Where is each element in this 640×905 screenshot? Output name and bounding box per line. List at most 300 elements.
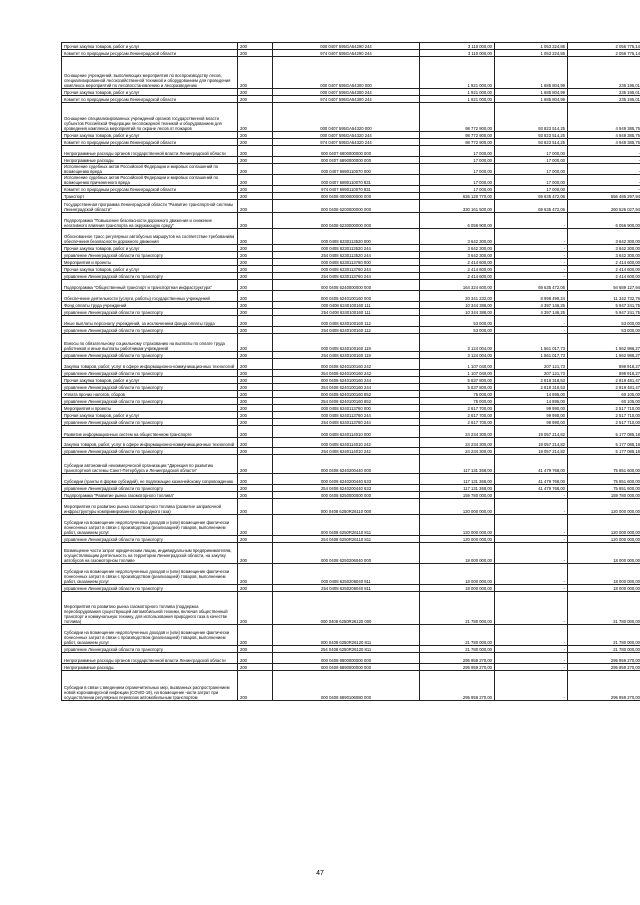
cell-executed: - [495,266,568,273]
cell-code: 200 [238,50,273,57]
cell-executed: 99 990,00 [495,405,568,412]
cell-executed: 14 895,00 [495,398,568,405]
table-row [62,89,640,96]
cell-kbk: 000 0407 6890110070 000 [273,164,420,175]
cell-kbk: 000 0408 6240200440 633 [273,474,420,485]
cell-remaining: 4 949 385,75 [568,139,640,146]
cell-name: управление Ленинградской области по транспорту [62,252,238,259]
cell-plan: 295 959 270,00 [420,653,495,664]
cell-name: Прочая закупка товаров, работ и услуг [62,266,238,273]
cell-code: 200 [238,229,273,245]
cell-kbk: 000 0408 6240100160 111 [273,302,420,309]
table-row [62,412,640,419]
cell-name: Мероприятия по развитию рынка газомоторного топлива (поддержка переоборудования существующей автомобильной техники, включая общественный транспорт и коммунальную технику, для использования природного газа в качестве топлива) [62,592,238,625]
table-row [62,245,640,252]
cell-kbk: 000 0408 6230000000 000 [273,213,420,229]
table-row [62,132,640,139]
cell-kbk: 254 0408 6250R26110 811 [273,536,420,543]
cell-executed: 17 000,00 [495,146,568,157]
cell-plan: 2 617 700,00 [420,419,495,426]
cell-code: 200 [238,412,273,419]
cell-executed: 1 685 804,99 [495,89,568,96]
cell-code: 200 [238,157,273,164]
cell-name: Прочая закупка товаров, работ и услуг [62,132,238,139]
cell-kbk: 000 0408 6240100160 852 [273,391,420,398]
cell-kbk: 000 0407 6890110070 831 [273,175,420,186]
table-row [62,57,640,89]
table-row [62,50,640,57]
table-row [62,543,640,564]
cell-name: Комитет по природным ресурсам Ленинградской области [62,186,238,193]
cell-code: 200 [238,309,273,316]
table-row [62,43,640,50]
cell-executed: - [495,252,568,259]
cell-code: 200 [238,352,273,359]
table-row [62,455,640,474]
cell-code: 200 [238,377,273,384]
cell-remaining: 75 651 600,00 [568,474,640,485]
cell-kbk: 254 0408 6240100160 852 [273,398,420,405]
cell-plan: 2 414 600,00 [420,273,495,280]
table-row [62,334,640,352]
cell-plan: 3 124 004,00 [420,334,495,352]
table-row [62,426,640,438]
cell-kbk: 254 0408 6240100160 242 [273,370,420,377]
cell-code: 200 [238,57,273,89]
cell-kbk: 000 0408 6240100160 242 [273,359,420,370]
cell-plan: 2 414 600,00 [420,259,495,266]
cell-executed: 1 685 804,99 [495,57,568,89]
cell-executed: 207 121,73 [495,370,568,377]
cell-code: 200 [238,499,273,515]
cell-executed: - [495,625,568,646]
cell-executed: 19 057 214,82 [495,426,568,438]
cell-name: управление Ленинградской области по транспорту [62,398,238,405]
cell-code: 200 [238,405,273,412]
cell-plan: 6 056 900,00 [420,213,495,229]
table-row [62,485,640,492]
cell-executed: - [495,273,568,280]
cell-plan: 1 107 040,00 [420,370,495,377]
cell-executed: 2 818 318,53 [495,377,568,384]
cell-code: 200 [238,200,273,213]
cell-executed: 41 479 768,00 [495,474,568,485]
table-row [62,625,640,646]
table-row [62,157,640,164]
cell-plan: 2 414 600,00 [420,266,495,273]
cell-kbk: 254 0408 6240100160 112 [273,327,420,334]
cell-kbk: 974 0407 595GA54300 244 [273,96,420,103]
cell-kbk: 000 0408 6250206040 811 [273,564,420,585]
cell-remaining: 60 105,00 [568,391,640,398]
cell-name: Непрограммные расходы органов государственной власти Ленинградской области [62,653,238,664]
cell-code: 200 [238,438,273,448]
cell-executed: 69 635 472,06 [495,200,568,213]
cell-remaining: 2 819 481,47 [568,377,640,384]
cell-remaining: 120 000 000,00 [568,515,640,536]
cell-kbk: 000 0408 6240100160 000 [273,291,420,302]
cell-remaining: 53 000,00 [568,316,640,327]
cell-plan: 120 000 000,00 [420,536,495,543]
cell-executed: 1 561 017,73 [495,352,568,359]
cell-plan: 1 921 000,00 [420,57,495,89]
cell-plan: 330 161 500,00 [420,200,495,213]
page-number: 47 [316,870,324,877]
cell-name: Развитие информационных систем на общественном транспорте [62,426,238,438]
cell-plan: 17 000,00 [420,146,495,157]
cell-remaining: 2 056 775,14 [568,50,640,57]
cell-name: Мероприятия и проекты [62,259,238,266]
cell-kbk: 000 0408 6800000000 000 [273,653,420,664]
cell-remaining: 159 780 000,00 [568,492,640,499]
cell-executed: 1 685 804,99 [495,96,568,103]
cell-code: 200 [238,370,273,377]
cell-code: 200 [238,646,273,653]
cell-executed: - [495,653,568,664]
cell-plan: 295 959 270,00 [420,671,495,701]
cell-name: Обоснованное трасс регулярных автобусных маршрутов на соответствие требованиям обеспечения безопасности дорожного движения [62,229,238,245]
cell-remaining: 3 642 300,00 [568,245,640,252]
table-row [62,327,640,334]
table-row [62,103,640,132]
cell-plan: 10 344 388,00 [420,302,495,309]
cell-remaining: 3 642 300,00 [568,252,640,259]
table-row [62,474,640,485]
cell-code: 200 [238,132,273,139]
cell-kbk: 000 0408 6230113760 000 [273,259,420,266]
cell-remaining: 5 177 085,18 [568,438,640,448]
cell-kbk: 000 0408 6230113520 000 [273,229,420,245]
cell-executed: - [495,515,568,536]
cell-name: Транспорт [62,193,238,200]
cell-executed: 93 823 514,25 [495,132,568,139]
cell-code: 200 [238,474,273,485]
cell-executed: 93 823 514,25 [495,139,568,146]
cell-name: Оснащение специализированных учреждений органов государственной власти субъектов Российской Федерации лесопожарной техникой и оборудованием для проведения комплекса мероприятий по охране лесов от пожаров [62,103,238,132]
cell-code: 200 [238,43,273,50]
table-row [62,316,640,327]
cell-kbk: 000 0408 0000000000 000 [273,193,420,200]
cell-kbk: 000 0408 6250R26110 811 [273,515,420,536]
cell-name: Государственная программа Ленинградской области "Развитие транспортной системы Ленинградской области" [62,200,238,213]
table-row [62,398,640,405]
cell-name: управление Ленинградской области по транспорту [62,585,238,592]
table-row [62,592,640,625]
cell-remaining: 21 780 000,00 [568,625,640,646]
cell-name: Закупка товаров, работ, услуг в сфере информационно-коммуникационных технологий [62,438,238,448]
cell-plan: 98 772 900,00 [420,139,495,146]
cell-plan: 117 131 368,00 [420,485,495,492]
cell-executed: - [495,564,568,585]
cell-plan: 21 780 000,00 [420,592,495,625]
cell-code: 200 [238,103,273,132]
cell-code: 200 [238,515,273,536]
cell-remaining: - [568,157,640,164]
cell-code: 200 [238,273,273,280]
cell-name: Комитет по природным ресурсам Ленинградской области [62,139,238,146]
table-row [62,438,640,448]
cell-remaining: 120 000 000,00 [568,499,640,515]
table-row [62,200,640,213]
table-row [62,671,640,701]
cell-remaining: 2 517 710,00 [568,412,640,419]
cell-executed: 19 057 214,82 [495,448,568,455]
table-row [62,96,640,103]
cell-code: 200 [238,543,273,564]
cell-plan: 18 000 000,00 [420,585,495,592]
cell-executed: 17 000,00 [495,157,568,164]
cell-remaining: 75 651 600,00 [568,485,640,492]
cell-kbk: 000 0408 6230113760 244 [273,266,420,273]
cell-remaining: 2 414 600,00 [568,259,640,266]
cell-remaining: 295 959 270,00 [568,671,640,701]
table-row [62,273,640,280]
cell-plan: 3 110 000,00 [420,43,495,50]
cell-code: 200 [238,139,273,146]
cell-executed: 69 635 472,06 [495,280,568,291]
table-row [62,266,640,273]
cell-kbk: 000 0408 6250R26120 000 [273,592,420,625]
cell-code: 200 [238,193,273,200]
cell-plan: 24 234 300,00 [420,448,495,455]
cell-code: 200 [238,280,273,291]
budget-execution-table [61,42,640,701]
table-row [62,146,640,157]
cell-name: Взносы по обязательному социальному страхованию на выплаты по оплате труда работников и иные выплаты работникам учреждений [62,334,238,352]
cell-kbk: 000 0407 6890000000 000 [273,157,420,164]
cell-name: управление Ленинградской области по транспорту [62,536,238,543]
cell-remaining: 899 918,27 [568,370,640,377]
cell-kbk: 254 0408 6240100160 111 [273,309,420,316]
cell-name: Непрограммные расходы [62,157,238,164]
cell-name: Комитет по природным ресурсам Ленинградской области [62,96,238,103]
cell-name: Комитет по природным ресурсам Ленинградской области [62,50,238,57]
cell-executed: - [495,327,568,334]
cell-remaining: 18 000 000,00 [568,564,640,585]
cell-kbk: 000 0407 595GA54320 000 [273,103,420,132]
table-row [62,259,640,266]
cell-remaining: 18 000 000,00 [568,585,640,592]
cell-remaining: 2 819 481,47 [568,384,640,391]
cell-plan: 3 642 300,00 [420,245,495,252]
cell-code: 200 [238,384,273,391]
cell-kbk: 254 0408 6240200440 633 [273,485,420,492]
cell-name: Исполнение судебных актов Российской Федерации и мировых соглашений по возмещению причиненного вреда [62,175,238,186]
cell-plan: 53 000,00 [420,316,495,327]
cell-executed: - [495,259,568,266]
cell-kbk: 254 0408 6250206040 811 [273,585,420,592]
cell-plan: 5 637 800,00 [420,377,495,384]
cell-remaining: 53 000,00 [568,327,640,334]
cell-kbk: 254 0408 6240114010 242 [273,448,420,455]
cell-code: 200 [238,164,273,175]
cell-plan: 17 000,00 [420,186,495,193]
cell-name: Мероприятия и проекты [62,405,238,412]
cell-name: Субсидии в связи с введением ограничительных мер, вызванных распространением новой коронавирусной инфекции (COVID-19), на возмещение части затрат при осуществлении регулярных перевозок автомобильным транспортом [62,671,238,701]
cell-remaining: 295 959 270,00 [568,664,640,671]
cell-plan: 53 000,00 [420,327,495,334]
cell-remaining: 11 342 732,76 [568,291,640,302]
cell-kbk: 254 0408 6230113760 244 [273,273,420,280]
cell-plan: 1 107 040,00 [420,359,495,370]
cell-code: 200 [238,89,273,96]
cell-executed: 19 057 214,82 [495,438,568,448]
cell-code: 200 [238,426,273,438]
table-row [62,564,640,585]
cell-plan: 117 131 368,00 [420,455,495,474]
table-row [62,405,640,412]
cell-remaining: 235 195,01 [568,96,640,103]
cell-kbk: 254 0408 6240100160 119 [273,352,420,359]
cell-plan: 5 637 800,00 [420,384,495,391]
table-row [62,252,640,259]
cell-remaining: 1 562 986,27 [568,334,640,352]
cell-executed: - [495,229,568,245]
cell-name: управление Ленинградской области по транспорту [62,419,238,426]
cell-plan: 21 780 000,00 [420,646,495,653]
cell-remaining: 556 485 297,94 [568,193,640,200]
cell-name: Прочая закупка товаров, работ и услуг [62,43,238,50]
table-row [62,646,640,653]
cell-remaining: 120 000 000,00 [568,536,640,543]
cell-executed: 17 000,00 [495,175,568,186]
cell-kbk: 000 0408 6240100160 119 [273,334,420,352]
cell-code: 200 [238,585,273,592]
cell-remaining: 5 177 085,18 [568,426,640,438]
cell-remaining: 4 949 385,75 [568,103,640,132]
cell-remaining: 4 949 385,75 [568,132,640,139]
cell-name: управление Ленинградской области по транспорту [62,327,238,334]
cell-plan: 24 234 300,00 [420,438,495,448]
cell-plan: 20 341 232,00 [420,291,495,302]
table-row [62,186,640,193]
cell-remaining: 18 000 000,00 [568,543,640,564]
cell-remaining: 260 526 027,94 [568,200,640,213]
cell-plan: 10 344 388,00 [420,309,495,316]
cell-name: Исполнение судебных актов Российской Федерации и мировых соглашений по возмещению вреда [62,164,238,175]
cell-kbk: 000 0408 6240100160 244 [273,377,420,384]
cell-remaining: 21 780 000,00 [568,646,640,653]
cell-name: Уплата прочих налогов, сборов [62,391,238,398]
cell-executed: - [495,592,568,625]
cell-remaining: 235 195,01 [568,89,640,96]
cell-code: 200 [238,536,273,543]
cell-name: Субсидии автономной некоммерческой организации "Дирекция по развитию транспортной системы Санкт-Петербурга и Ленинградской области" [62,455,238,474]
cell-executed: 1 561 017,73 [495,334,568,352]
cell-remaining: - [568,186,640,193]
cell-name: Возмещение части затрат юридическим лицам, индивидуальным предпринимателям, осуществляющим деятельность на территории Ленинградской области, на закупку автобусов на газомоторном топливе [62,543,238,564]
table-row [62,585,640,592]
cell-code: 200 [238,448,273,455]
cell-remaining: 6 056 900,00 [568,213,640,229]
cell-kbk: 254 0408 6240100160 244 [273,384,420,391]
table-row [62,536,640,543]
cell-kbk: 000 0407 595GA54320 244 [273,132,420,139]
cell-kbk: 974 0407 6890110070 831 [273,186,420,193]
cell-plan: 18 000 000,00 [420,564,495,585]
cell-code: 200 [238,327,273,334]
cell-plan: 3 124 004,00 [420,352,495,359]
cell-kbk: 974 0407 595GA54290 244 [273,50,420,57]
cell-kbk: 000 0408 6890000000 000 [273,664,420,671]
cell-executed: 99 990,00 [495,419,568,426]
cell-remaining: 1 562 986,27 [568,352,640,359]
cell-code: 200 [238,359,273,370]
cell-kbk: 000 0407 595GA54300 244 [273,89,420,96]
cell-executed: 69 635 472,06 [495,193,568,200]
cell-code: 200 [238,664,273,671]
cell-executed: 14 895,00 [495,391,568,398]
cell-kbk: 000 0408 6250R26110 000 [273,499,420,515]
cell-plan: 1 921 000,00 [420,96,495,103]
cell-kbk: 000 0408 6250R26120 811 [273,625,420,646]
cell-remaining: 2 517 710,00 [568,419,640,426]
cell-plan: 98 772 900,00 [420,132,495,139]
cell-executed: - [495,492,568,499]
cell-executed: - [495,664,568,671]
cell-code: 200 [238,653,273,664]
table-row [62,653,640,664]
cell-name: управление Ленинградской области по транспорту [62,485,238,492]
cell-name: Обеспечение деятельности (услуги, работы) государственных учреждений [62,291,238,302]
cell-remaining: - [568,146,640,157]
cell-executed: - [495,245,568,252]
cell-executed: 17 000,00 [495,186,568,193]
cell-remaining: 2 517 710,00 [568,405,640,412]
cell-code: 200 [238,419,273,426]
cell-kbk: 254 0408 6240113760 244 [273,419,420,426]
cell-executed: - [495,316,568,327]
cell-kbk: 000 0408 6230113520 244 [273,245,420,252]
cell-code: 200 [238,316,273,327]
cell-code: 200 [238,398,273,405]
cell-kbk: 000 0407 6800000000 000 [273,146,420,157]
cell-remaining: 21 780 000,00 [568,592,640,625]
cell-executed: - [495,671,568,701]
cell-name: Фонд оплаты труда учреждений [62,302,238,309]
table-row [62,499,640,515]
cell-kbk: 000 0408 6250206040 000 [273,543,420,564]
table-row [62,280,640,291]
cell-name: Непрограммные расходы [62,664,238,671]
cell-executed: - [495,646,568,653]
table-body [62,43,640,701]
cell-name: Субсидии (гранты в форме субсидий), не подлежащие казначейскому сопровождению [62,474,238,485]
cell-remaining: - [568,175,640,186]
cell-plan: 17 000,00 [420,157,495,164]
cell-executed: - [495,585,568,592]
cell-executed: - [495,543,568,564]
cell-executed: 41 479 768,00 [495,485,568,492]
cell-executed: - [495,536,568,543]
cell-code: 200 [238,564,273,585]
table-row [62,175,640,186]
cell-name: Иные выплаты персоналу учреждений, за исключением фонда оплаты труда [62,316,238,327]
cell-remaining: 2 414 600,00 [568,273,640,280]
cell-kbk: 000 0408 6250000000 000 [273,492,420,499]
cell-kbk: 000 0408 6240200440 000 [273,455,420,474]
cell-name: Непрограммные расходы органов государственной власти Ленинградской области [62,146,238,157]
cell-code: 200 [238,266,273,273]
cell-remaining: 899 918,27 [568,359,640,370]
cell-remaining: - [568,164,640,175]
cell-kbk: 000 0408 6890106080 000 [273,671,420,701]
cell-executed: 1 053 224,86 [495,50,568,57]
cell-executed: - [495,499,568,515]
cell-code: 200 [238,186,273,193]
table-row [62,448,640,455]
cell-plan: 24 234 300,00 [420,426,495,438]
